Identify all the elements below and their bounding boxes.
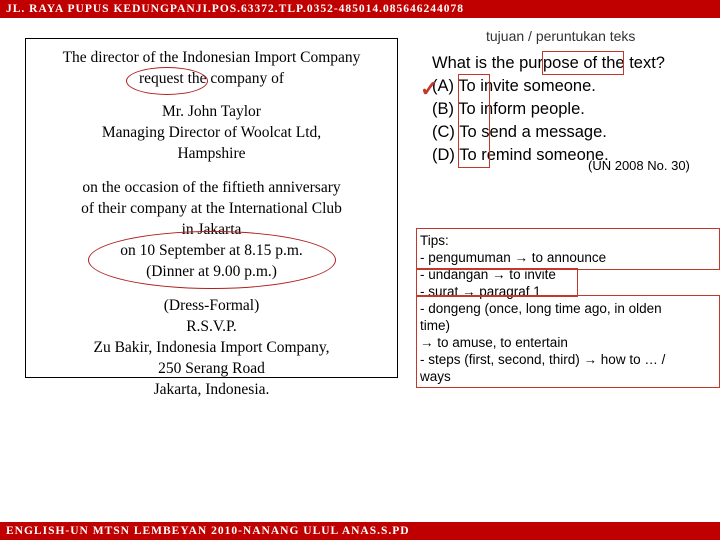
tip-line: - undangan → to invite [420, 267, 556, 282]
tips-highlight-rest [416, 295, 720, 388]
question-prompt: What is the purpose of the text? [432, 54, 665, 72]
footer-line: R.S.V.P. [186, 318, 237, 335]
tip-line: time) [420, 318, 450, 333]
invitation-footer [26, 295, 397, 400]
option-d: (D) To remind someone. [432, 146, 609, 164]
intro-line: The director of the Indonesian Import Company [62, 49, 361, 66]
tip-line: → to amuse, to entertain [420, 335, 568, 350]
option-b: (B) To inform people. [432, 100, 585, 118]
header-band [0, 0, 720, 18]
guest-line: Hampshire [177, 145, 246, 162]
tip-line: - steps (first, second, third) → how to … / [420, 352, 666, 367]
header-address: JL. RAYA PUPUS KEDUNGPANJI.POS.63372.TLP.0352-485014.085646244078 [6, 3, 465, 15]
tip-line: - surat → paragraf 1 [420, 284, 541, 299]
invitation-card [25, 38, 398, 398]
occasion-line: of their company at the International Club [81, 200, 342, 217]
tip-line: - pengumuman → to announce [420, 250, 607, 265]
option-a: (A) To invite someone. [432, 77, 596, 95]
datetime-oval [88, 231, 336, 289]
intro-line: request the company of [138, 70, 285, 87]
question-source: (UN 2008 No. 30) [588, 158, 690, 173]
tip-line: ways [420, 369, 451, 384]
annotation-tujuan: tujuan / peruntukan teks [486, 28, 636, 44]
footer-line: 250 Serang Road [158, 360, 265, 377]
request-circle [126, 67, 208, 95]
footer-line: Jakarta, Indonesia. [153, 381, 270, 398]
footer-band [0, 522, 720, 540]
tip-line: - dongeng (once, long time ago, in olden [420, 301, 662, 316]
tips-highlight-undangan [416, 268, 578, 297]
guest-line: Mr. John Taylor [162, 103, 261, 120]
invitation-guest [26, 101, 397, 164]
footer-credit: ENGLISH-UN MTSN LEMBEYAN 2010-NANANG ULUL ANAS.S.PD [6, 525, 410, 537]
guest-line: Managing Director of Woolcat Ltd, [101, 124, 322, 141]
footer-line: (Dress-Formal) [163, 297, 260, 314]
time-line: on 10 September at 8.15 p.m. [120, 242, 303, 259]
purpose-highlight [542, 51, 624, 75]
tips-highlight-title [416, 228, 720, 270]
checkmark-icon: ✓ [420, 76, 439, 101]
occasion-line: in Jakarta [181, 221, 242, 238]
to-highlight [458, 74, 490, 168]
time-line: (Dinner at 9.00 p.m.) [146, 263, 277, 280]
tips-title: Tips: [420, 233, 449, 248]
occasion-line: on the occasion of the fiftieth anniversary [82, 179, 341, 196]
invitation-intro [26, 47, 397, 89]
option-c: (C) To send a message. [432, 123, 607, 141]
footer-line: Zu Bakir, Indonesia Import Company, [93, 339, 330, 356]
